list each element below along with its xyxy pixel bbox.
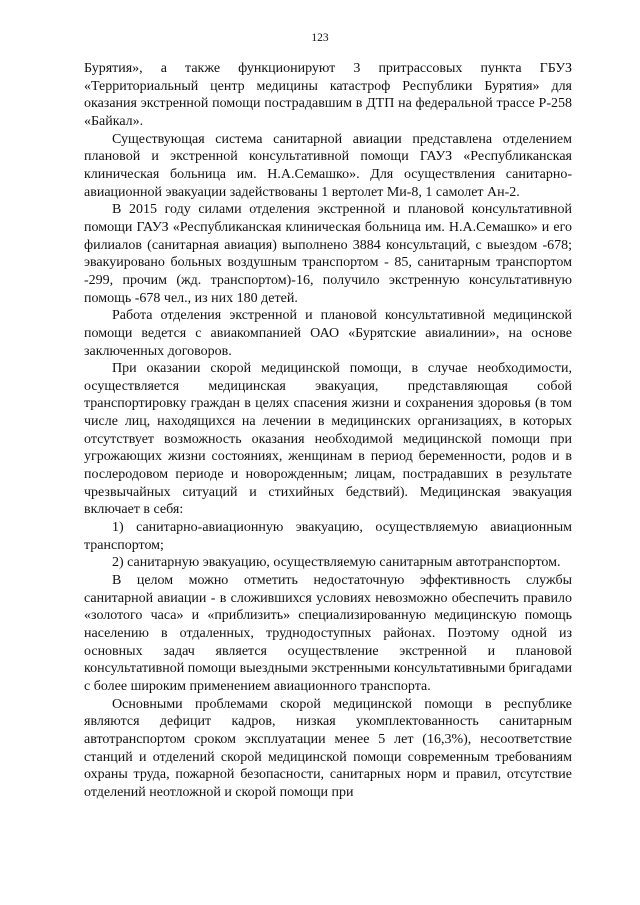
page-number: 123: [311, 32, 329, 44]
paragraph-continuation: Бурятия», а также функционируют 3 притрассовых пункта ГБУЗ «Территориальный центр медицины катастроф Республики Бурятия» для оказания экстренной помощи пострадавшим в ДТП на федеральной трассе Р-258 «Байкал».: [84, 61, 572, 129]
paragraph-airline-contract: Работа отделения экстренной и плановой консультативной медицинской помощи ведется с авиакомпанией ОАО «Бурятские авиалинии», на основе заключенных договоров.: [84, 308, 572, 359]
body-text: [84, 60, 572, 802]
paragraph-efficiency-assessment: В целом можно отметить недостаточную эффективность службы санитарной авиации - в сложившихся условиях невозможно обеспечить правило «золотого часа» и «приблизить» специализированную медицинскую помощь населению в отдаленных, труднодоступных районах. Поэтому одной из основных задач является осуществление экстренной и плановой консультативной помощи выездными экстренными консультативными бригадами с более широким применением авиационного транспорта.: [84, 573, 572, 694]
list-item-air-evacuation: 1) санитарно-авиационную эвакуацию, осуществляемую авиационным транспортом;: [84, 520, 572, 553]
list-item-ground-evacuation: 2) санитарную эвакуацию, осуществляемую санитарным автотранспортом.: [112, 555, 561, 571]
paragraph-sanitary-aviation-system: Существующая система санитарной авиации представлена отделением плановой и экстренной консультативной помощи ГАУЗ «Республиканская клиническая больница им. Н.А.Семашко». Для осуществления санитарно-авиационной эвакуации задействованы 1 вертолет Ми-8, 1 самолет Ан-2.: [84, 131, 572, 200]
paragraph-main-problems: Основными проблемами скорой медицинской помощи в республике являются дефицит кадров, низкая укомплектованность санитарным автотранспортом сроком эксплуатации менее 5 лет (16,3%), несоответствие станций и отделений скорой медицинской помощи современным требованиям охраны труда, пожарной безопасности, санитарных норм и правил, отсутствие отделений неотложной и скорой помощи при: [84, 696, 572, 800]
paragraph-medical-evacuation: При оказании скорой медицинской помощи, в случае необходимости, осуществляется медицинская эвакуация, представляющая собой транспортировку граждан в целях спасения жизни и сохранения здоровья (в том числе лиц, находящихся на лечении в медицинских организациях, в которых отсутствует возможность оказания необходимой медицинской помощи при угрожающих жизни состояниях, женщинам в период беременности, родов и в послеродовом периоде и новорожденным; лицам, пострадавших в результате чрезвычайных ситуаций и стихийных бедствий). Медицинская эвакуация включает в себя:: [84, 361, 572, 518]
paragraph-2015-statistics: В 2015 году силами отделения экстренной и плановой консультативной помощи ГАУЗ «Республиканская клиническая больница им. Н.А.Семашко» и его филиалов (санитарная авиация) выполнено 3884 консультаций, с выездом -678; эвакуировано больных воздушным транспортом - 85, санитарным транспортом -299, прочим (жд. транспортом)-16, получило экстренную консультативную помощь -678 чел., из них 180 детей.: [84, 202, 572, 306]
